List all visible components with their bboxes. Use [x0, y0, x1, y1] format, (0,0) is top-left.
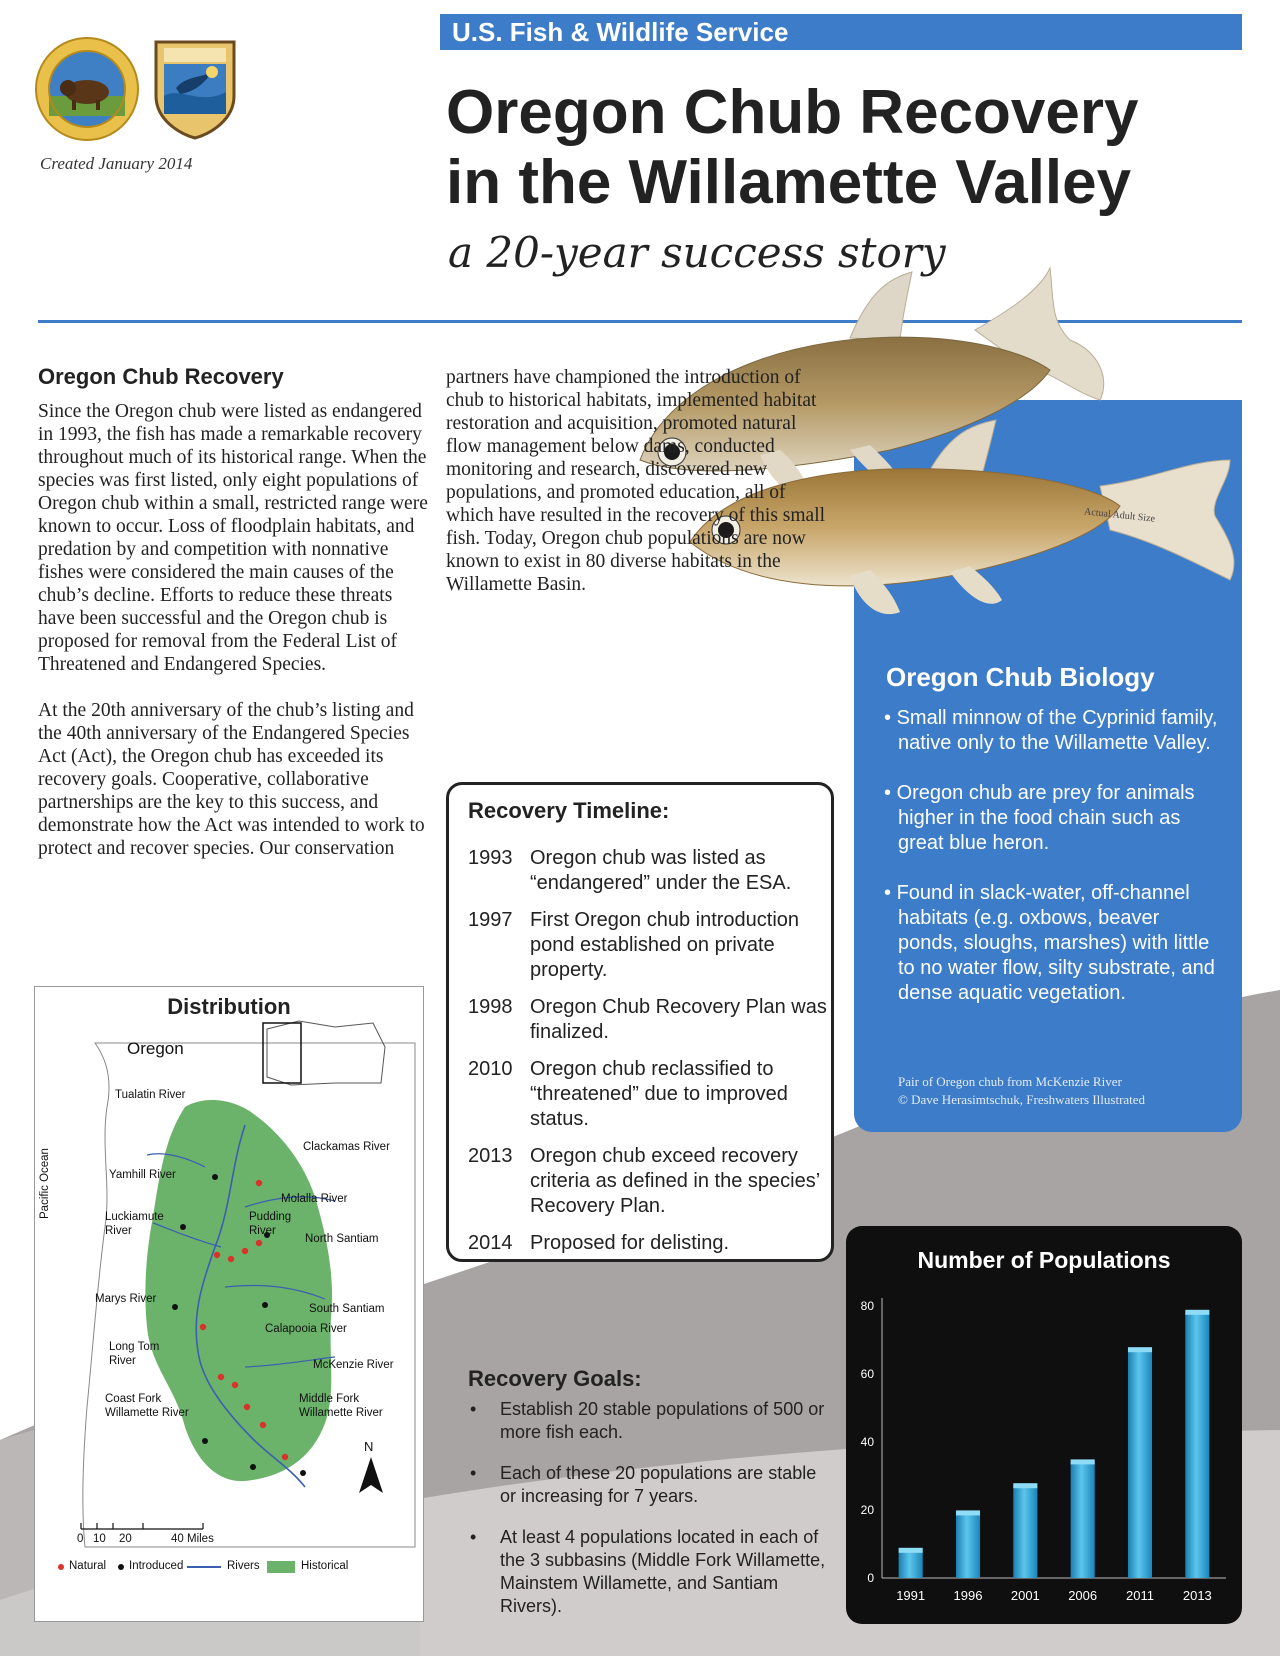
- chart-title: Number of Populations: [917, 1247, 1171, 1273]
- map-title: Distribution: [167, 994, 291, 1019]
- introduced-dot: [212, 1174, 218, 1180]
- timeline-event: [468, 1057, 828, 1132]
- introduced-dot: [172, 1304, 178, 1310]
- bullet: •: [470, 1463, 477, 1483]
- page-subtitle: a 20-year success story: [448, 228, 946, 277]
- timeline-text: First Oregon chub introduction pond established on private property.: [530, 909, 800, 981]
- natural-dot: [282, 1454, 288, 1460]
- distribution-map: [34, 986, 424, 1622]
- created-date: Created January 2014: [40, 154, 193, 173]
- natural-dot: [200, 1324, 206, 1330]
- scale-label: 10: [93, 1533, 106, 1545]
- legend-rivers-label: Rivers: [227, 1560, 260, 1572]
- scale-label: 0: [77, 1533, 84, 1545]
- natural-dot: [214, 1252, 220, 1258]
- timeline-year: 1998: [468, 996, 513, 1018]
- bar-cap: [1013, 1483, 1037, 1488]
- populations-chart: [846, 1226, 1242, 1624]
- timeline-year: 2010: [468, 1058, 513, 1080]
- bar-cap: [956, 1510, 980, 1515]
- river-label: River: [105, 1225, 132, 1237]
- introduced-dot: [202, 1438, 208, 1444]
- legend-introduced-label: Introduced: [129, 1560, 184, 1572]
- north-arrow-icon: [359, 1457, 383, 1493]
- title-line-1: Oregon Chub Recovery: [446, 78, 1139, 147]
- goal-item: • Each of these 20 populations are stable or increasing for 7 years.: [470, 1463, 817, 1506]
- biology-item: • Small minnow of the Cyprinid family, native only to the Willamette Valley.: [884, 707, 1218, 754]
- timeline-year: 2013: [468, 1145, 513, 1167]
- timeline-text: Oregon chub exceed recovery criteria as defined in the species’ Recovery Plan.: [530, 1145, 820, 1217]
- timeline-list: [468, 846, 828, 1268]
- north-label: N: [364, 1439, 374, 1454]
- natural-dot: [244, 1404, 250, 1410]
- y-tick-label: 40: [860, 1435, 874, 1449]
- river-label: Long Tom: [109, 1341, 160, 1353]
- bar-cap: [1128, 1347, 1152, 1352]
- legend-natural-label: Natural: [69, 1560, 107, 1572]
- river-label: Pudding: [249, 1211, 292, 1223]
- legend-historical-swatch: [267, 1561, 295, 1573]
- timeline-heading: Recovery Timeline:: [468, 798, 670, 823]
- x-tick-label: 1996: [953, 1588, 983, 1603]
- x-tick-label: 2001: [1010, 1588, 1040, 1603]
- natural-dot: [232, 1382, 238, 1388]
- legend-introduced-swatch: [118, 1564, 124, 1570]
- goal-item: • Establish 20 stable populations of 500 or more fish each.: [470, 1399, 825, 1442]
- x-tick-label: 2011: [1126, 1588, 1154, 1603]
- doi-seal-icon: [34, 36, 140, 142]
- river-label: North Santiam: [305, 1233, 379, 1245]
- river-label: River: [109, 1355, 136, 1367]
- bar: [956, 1513, 980, 1578]
- recovery-paragraph-1: Since the Oregon chub were listed as endangered in 1993, the fish has made a remarkable recovery throughout much of its historical range. When the species was first listed, only eight populations of Oregon chub within a small, restricted range were known to occur. Loss of floodplain habitats, and predation by and competition with nonnative fishes were considered the main causes of the chub’s decline. Efforts to reduce these threats have been successful and the Oregon chub is proposed for removal from the Federal List of Threatened and Endangered Species.: [38, 401, 428, 675]
- page-title: [446, 78, 1266, 218]
- river-label: McKenzie River: [313, 1359, 394, 1371]
- title-line-2: in the Willamette Valley: [446, 148, 1132, 217]
- bar: [1128, 1350, 1152, 1578]
- introduced-dot: [262, 1302, 268, 1308]
- bullet: •: [470, 1399, 477, 1419]
- river-label: Luckiamute: [105, 1211, 164, 1223]
- river-label: Molalla River: [281, 1193, 348, 1205]
- recovery-text-column-1: [38, 400, 428, 883]
- goals-list: [468, 1398, 828, 1636]
- natural-dot: [260, 1422, 266, 1428]
- introduced-dot: [300, 1470, 306, 1476]
- river-label: Coast Fork: [105, 1393, 162, 1405]
- timeline-event: [468, 1144, 828, 1219]
- agency-banner: U.S. Fish & Wildlife Service: [440, 14, 1242, 50]
- bar-cap: [899, 1548, 923, 1553]
- biology-item: • Oregon chub are prey for animals higher in the food chain such as great blue heron.: [884, 782, 1195, 854]
- river-label: Middle Fork: [299, 1393, 360, 1405]
- natural-dot: [218, 1374, 224, 1380]
- y-tick-label: 80: [860, 1299, 874, 1313]
- bullet: •: [884, 882, 892, 904]
- y-tick-label: 20: [860, 1503, 874, 1517]
- actual-size-note: Actual Adult Size: [1083, 506, 1156, 525]
- river-label: Willamette River: [299, 1407, 383, 1419]
- recovery-heading: Oregon Chub Recovery: [38, 364, 284, 389]
- timeline-year: 1997: [468, 909, 513, 931]
- legend-historical-label: Historical: [301, 1560, 349, 1572]
- natural-dot: [228, 1256, 234, 1262]
- recovery-paragraph-3: partners have championed the introduction of chub to historical habitats, implemented habitat restoration and acquisition, promoted natural flow management below dams, conducted monitoring and research, discovered new populations, and promoted education, all of which have resulted in the recovery of this small fish. Today, Oregon chub populations are now known to exist in 80 diverse habitats in the Willamette Basin.: [446, 367, 826, 595]
- timeline-text: Proposed for delisting.: [530, 1232, 730, 1254]
- inset-oregon-outline: [267, 1021, 385, 1085]
- bullet: •: [884, 782, 892, 804]
- river-label: Marys River: [95, 1293, 157, 1305]
- state-label: Oregon: [127, 1039, 184, 1058]
- goal-item: • At least 4 populations located in each of the 3 subbasins (Middle Fork Willamette, Mainstem Willamette, and Santiam Rivers).: [470, 1527, 826, 1616]
- timeline-event: [468, 1231, 828, 1256]
- timeline-event: [468, 846, 828, 896]
- river-label: Calapooia River: [265, 1323, 347, 1335]
- river-label: Tualatin River: [115, 1089, 186, 1101]
- introduced-dot: [180, 1224, 186, 1230]
- bullet: •: [470, 1527, 477, 1547]
- river-label: South Santiam: [309, 1303, 385, 1315]
- river-label: Yamhill River: [109, 1169, 176, 1181]
- timeline-year: 1993: [468, 847, 513, 869]
- biology-list: [884, 706, 1224, 1031]
- bar-cap: [1071, 1459, 1095, 1464]
- chart-plot-area: [861, 1298, 1226, 1603]
- timeline-event: [468, 995, 828, 1045]
- river-label: Willamette River: [105, 1407, 189, 1419]
- x-tick-label: 2013: [1182, 1588, 1212, 1603]
- x-tick-label: 2006: [1068, 1588, 1098, 1603]
- goals-heading: Recovery Goals:: [468, 1366, 642, 1391]
- bar: [1071, 1462, 1095, 1578]
- natural-dot: [256, 1240, 262, 1246]
- introduced-dot: [250, 1464, 256, 1470]
- natural-dot: [242, 1248, 248, 1254]
- ocean-label: Pacific Ocean: [39, 1148, 51, 1219]
- timeline-text: Oregon chub reclassified to “threatened” due to improved status.: [530, 1058, 788, 1130]
- bullet: •: [884, 707, 892, 729]
- timeline-text: Oregon Chub Recovery Plan was finalized.: [530, 996, 827, 1043]
- bar: [1185, 1313, 1209, 1578]
- scale-label: 20: [119, 1533, 132, 1545]
- bar: [899, 1551, 923, 1578]
- legend-natural-swatch: [58, 1564, 64, 1570]
- recovery-paragraph-2: At the 20th anniversary of the chub’s listing and the 40th anniversary of the Endangered Species Act (Act), the Oregon chub has exceeded its recovery goals. Cooperative, collaborative partnerships are the key to this success, and demonstrate how the Act was intended to work to protect and recover species. Our conservation: [38, 700, 425, 859]
- y-tick-label: 0: [867, 1571, 874, 1585]
- x-tick-label: 1991: [896, 1588, 926, 1603]
- fws-shield-icon: [150, 36, 240, 140]
- scale-bar: [81, 1523, 203, 1529]
- scale-label: 40 Miles: [171, 1533, 214, 1545]
- y-tick-label: 60: [860, 1367, 874, 1381]
- timeline-year: 2014: [468, 1232, 513, 1254]
- river-label: River: [249, 1225, 276, 1237]
- photo-credit: Pair of Oregon chub from McKenzie River © Dave Herasimtschuk, Freshwaters Illustrated: [898, 1074, 1146, 1107]
- bar: [1013, 1486, 1037, 1578]
- inset-extent-box: [263, 1023, 301, 1083]
- river-label: Clackamas River: [303, 1141, 390, 1153]
- biology-item: • Found in slack-water, off-channel habitats (e.g. oxbows, beaver ponds, sloughs, marshes) with little to no water flow, silty substrate, and dense aquatic vegetation.: [884, 882, 1215, 1004]
- bar-cap: [1185, 1310, 1209, 1315]
- biology-heading: Oregon Chub Biology: [886, 662, 1155, 692]
- timeline-event: [468, 908, 828, 983]
- timeline-text: Oregon chub was listed as “endangered” under the ESA.: [530, 847, 792, 894]
- populations-chart-panel: [846, 1226, 1242, 1624]
- natural-dot: [256, 1180, 262, 1186]
